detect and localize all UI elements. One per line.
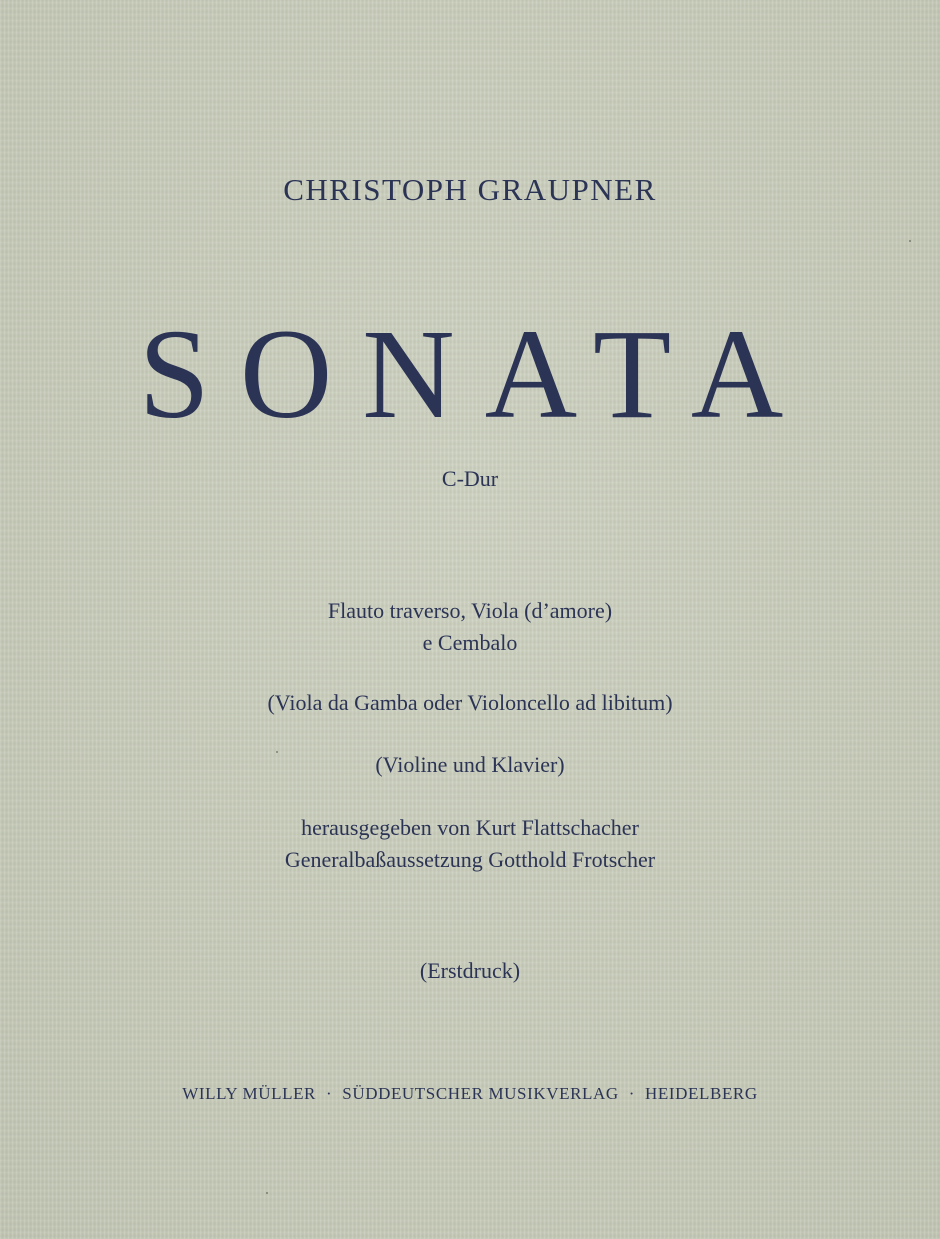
instrumentation-line-1: Flauto traverso, Viola (d’amore) xyxy=(327,598,613,623)
publisher-separator: · xyxy=(326,1084,333,1103)
publisher-line xyxy=(0,1084,940,1104)
publisher-separator: · xyxy=(628,1084,636,1103)
key-signature: C-Dur xyxy=(441,466,499,491)
paper-speck xyxy=(909,240,911,242)
composer-name: CHRISTOPH GRAUPNER xyxy=(283,172,657,207)
edition-note: (Erstdruck) xyxy=(419,958,521,983)
publisher-imprint: SÜDDEUTSCHER MUSIKVERLAG xyxy=(342,1084,619,1103)
publisher-name: WILLY MÜLLER xyxy=(182,1084,316,1103)
alternative-instrumentation-2: (Violine und Klavier) xyxy=(375,752,565,777)
paper-speck xyxy=(276,751,278,753)
continuo-credit: Generalbaßaussetzung Gotthold Frotscher xyxy=(284,847,656,872)
publisher-city: HEIDELBERG xyxy=(645,1084,758,1103)
work-title: SONATA xyxy=(138,303,814,445)
alternative-instrumentation-1: (Viola da Gamba oder Violoncello ad libitum) xyxy=(267,690,673,715)
instrumentation-line-2: e Cembalo xyxy=(422,630,518,655)
editor-credit: herausgegeben von Kurt Flattschacher xyxy=(301,815,639,840)
paper-speck xyxy=(266,1192,268,1194)
